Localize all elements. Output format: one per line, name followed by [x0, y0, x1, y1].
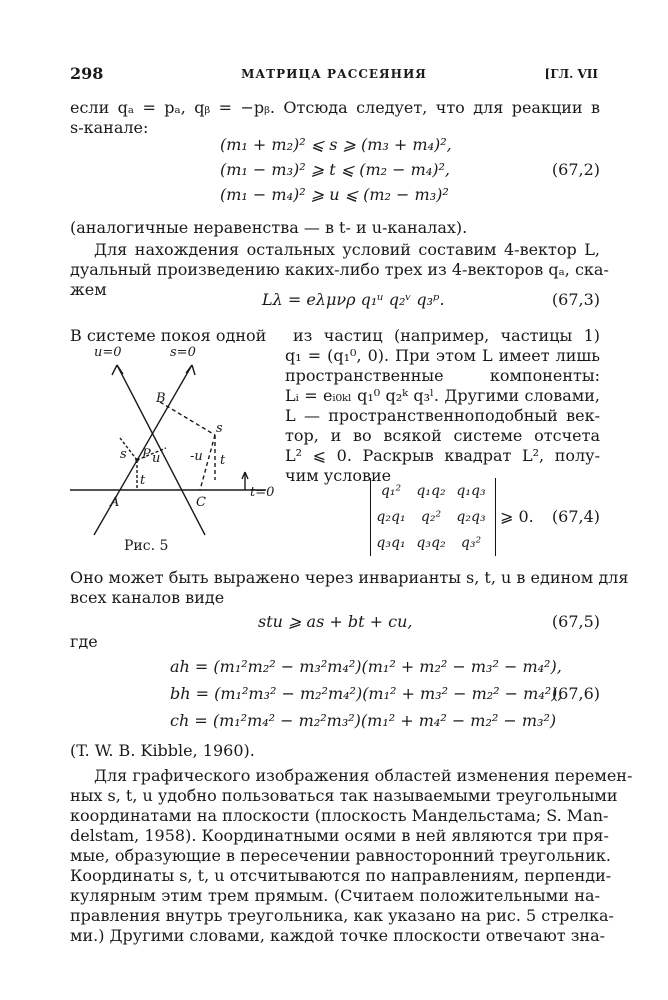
- label-t-inner: t: [140, 473, 146, 488]
- text-line: В системе покоя одной: [70, 326, 267, 345]
- matrix-cell: q₂q₃: [456, 509, 486, 525]
- text-line: из частиц (например, частицы 1): [293, 326, 600, 345]
- label-vertex-a: A: [110, 495, 120, 510]
- dashed-s-guide: [160, 402, 215, 435]
- label-s-inner: s: [120, 447, 127, 462]
- text-line: Для графического изображения областей изменения перемен-: [94, 766, 633, 785]
- text-line: кулярным этим трем прямым. (Считаем положительными на-: [70, 886, 600, 905]
- equation-line: bh = (m₁²m₃² − m₂²m₄²)(m₁² + m₃² − m₂² − m₄²),: [170, 684, 563, 703]
- matrix-cell: q₃²: [460, 535, 482, 551]
- running-title: МАТРИЦА РАССЕЯНИЯ: [241, 67, 427, 81]
- equation-number: (67,6): [551, 684, 600, 703]
- label-t-outer: t: [220, 453, 226, 468]
- text-line: (аналогичные неравенства — в t- и u-каналах).: [70, 218, 468, 237]
- label-u-zero: u=0: [94, 345, 122, 360]
- figure-caption: Рис. 5: [124, 538, 169, 554]
- text-line: Оно может быть выражено через инварианты s, t, u в едином для: [70, 568, 629, 587]
- page-number: 298: [70, 64, 104, 83]
- label-s-zero: s=0: [170, 345, 196, 360]
- equation-line: (m₁ − m₃)² ⩾ t ⩽ (m₂ − m₄)²,: [220, 160, 450, 179]
- label-u-outer: -u: [190, 449, 203, 464]
- matrix-cell: q₃q₂: [416, 535, 446, 551]
- point-p: [135, 458, 139, 462]
- text-line: Для нахождения остальных условий составим 4-вектор L,: [94, 240, 600, 259]
- text-line: всех каналов виде: [70, 588, 225, 607]
- text-line: правления внутрь треугольника, как указано на рис. 5 стрелка-: [70, 906, 614, 925]
- label-vertex-c: C: [196, 495, 206, 510]
- label-t-zero: t=0: [250, 485, 275, 500]
- citation: (T. W. B. Kibble, 1960).: [70, 741, 255, 760]
- equation-line: ch = (m₁²m₄² − m₂²m₃²)(m₁² + m₄² − m₂² − m₃²): [170, 711, 557, 730]
- text-line: пространственные компоненты:: [285, 366, 600, 385]
- text-line: дуальный произведению каких-либо трех из 4-векторов qₐ, ска-: [70, 260, 609, 279]
- text-line: тор, и во всякой системе отсчета: [285, 426, 600, 445]
- label-vertex-b: B: [156, 391, 166, 406]
- text-line: Lᵢ = eᵢ₀ₖₗ q₁⁰ q₂ᵏ q₃ˡ. Другими словами,: [285, 386, 600, 405]
- equation-line: stu ⩾ as + bt + cu,: [258, 612, 413, 631]
- equation-number: (67,3): [551, 290, 600, 309]
- label-point-p: P: [142, 447, 151, 462]
- matrix-cell: q₁²: [380, 483, 402, 499]
- text-line: где: [70, 632, 98, 651]
- text-line: координатами на плоскости (плоскость Мандельстама; S. Man-: [70, 806, 609, 825]
- determinant-inequality: ⩾ 0.: [500, 507, 534, 526]
- text-line: Координаты s, t, u отсчитываются по направлениям, перпенди-: [70, 866, 612, 885]
- text-line: s-канале:: [70, 118, 149, 137]
- text-line: q₁ = (q₁⁰, 0). При этом L имеет лишь: [285, 346, 600, 365]
- text-line: L² ⩽ 0. Раскрыв квадрат L², полу-: [285, 446, 600, 465]
- equation-line: (m₁ − m₄)² ⩾ u ⩽ (m₂ − m₃)²: [220, 185, 449, 204]
- text-line: ных s, t, u удобно пользоваться так называемыми треугольными: [70, 786, 618, 805]
- text-line: мые, образующие в пересечении равносторонний треугольник.: [70, 846, 611, 865]
- page-header: [0, 64, 668, 84]
- matrix-cell: q₁q₃: [456, 483, 486, 499]
- arrow-s-zero-tip: [186, 365, 192, 373]
- text-line: чим условие: [285, 466, 392, 485]
- text-line: ми.) Другими словами, каждой точке плоскости отвечают зна-: [70, 926, 606, 945]
- equation-line: Lλ = eλμνρ q₁ᵘ q₂ᵛ q₃ᵖ.: [262, 290, 445, 309]
- matrix-cell: q₁q₂: [416, 483, 446, 499]
- determinant-table: [371, 478, 491, 556]
- text-line: L — пространственноподобный век-: [285, 406, 600, 425]
- text-line: если qₐ = pₐ, qᵦ = −pᵦ. Отсюда следует, что для реакции в: [70, 98, 600, 117]
- chapter-label: [ГЛ. VII: [544, 67, 598, 81]
- equation-number: (67,2): [551, 160, 600, 179]
- arrow-u-zero-tip: [112, 365, 117, 375]
- equation-number: (67,4): [551, 507, 600, 526]
- matrix-cell: q₂q₁: [376, 509, 406, 525]
- gram-determinant: [370, 478, 496, 556]
- label-s-outer: s: [216, 421, 223, 436]
- matrix-cell: q₃q₁: [376, 535, 406, 551]
- label-u-inner: u: [152, 451, 161, 466]
- matrix-cell: q₂²: [420, 509, 442, 525]
- figure-5-mandelstam-triangle: [70, 340, 285, 540]
- equation-line: (m₁ + m₂)² ⩽ s ⩾ (m₃ + m₄)²,: [220, 135, 452, 154]
- text-line: delstam, 1958). Координатными осями в ней являются три пря-: [70, 826, 609, 845]
- equation-line: ah = (m₁²m₂² − m₃²m₄²)(m₁² + m₂² − m₃² − m₄²),: [170, 657, 562, 676]
- text-line: жем: [70, 280, 107, 299]
- equation-number: (67,5): [551, 612, 600, 631]
